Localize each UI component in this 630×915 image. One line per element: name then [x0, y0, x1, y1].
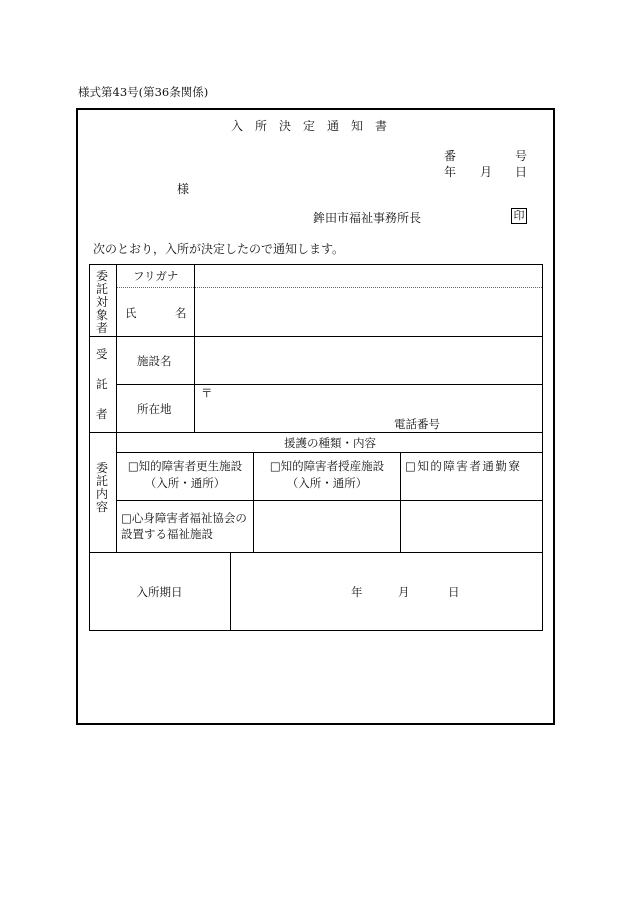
admission-day-label: 日 — [448, 585, 460, 599]
service-type-header: 援護の種類・内容 — [284, 436, 376, 450]
phone-label: 電話番号 — [394, 417, 440, 431]
form-number-label: 様式第43号(第36条関係) — [78, 85, 209, 99]
location-label: 所在地 — [137, 402, 172, 416]
document-title: 入所決定通知書 — [230, 119, 399, 133]
seal-mark: 印 — [511, 208, 527, 224]
date-year-label: 年 — [444, 165, 457, 179]
number-label-right: 号 — [515, 149, 528, 163]
option-welfare-association-facility: □心身障害者福祉協会の設置する福祉施設 — [121, 511, 247, 541]
name-label-second: 名 — [175, 306, 187, 320]
admission-date-label: 入所期日 — [136, 585, 183, 599]
postal-mark: 〒 — [201, 386, 213, 400]
number-label-left: 番 — [444, 149, 457, 163]
issuer-name: 鉾田市福祉事務所長 — [313, 211, 422, 225]
facility-name-label: 施設名 — [137, 354, 172, 368]
option-workshop-facility: □知的障害者授産施設 （入所・通所） — [269, 459, 385, 490]
option-commuter-dorm: □知的障害者通勤寮 — [405, 459, 522, 473]
section-contractor-char-3: 者 — [96, 407, 108, 421]
section-target-label: 委託対象者 — [95, 269, 108, 335]
recipient-suffix: 様 — [177, 182, 190, 196]
furigana-label: フリガナ — [133, 269, 179, 283]
section-contractor-char-2: 託 — [96, 377, 108, 391]
admission-month-label: 月 — [398, 585, 410, 599]
option-rehab-facility: □知的障害者更生施設 （入所・通所） — [127, 459, 243, 490]
notification-table — [89, 264, 543, 631]
section-contractor-char-1: 受 — [96, 347, 108, 361]
section-content-label: 委託内容 — [95, 461, 108, 514]
intro-text: 次のとおり，入所が決定したので通知します。 — [93, 242, 345, 256]
date-month-label: 月 — [480, 165, 493, 179]
date-day-label: 日 — [515, 165, 528, 179]
name-label-first: 氏 — [125, 306, 137, 320]
admission-year-label: 年 — [351, 585, 363, 599]
